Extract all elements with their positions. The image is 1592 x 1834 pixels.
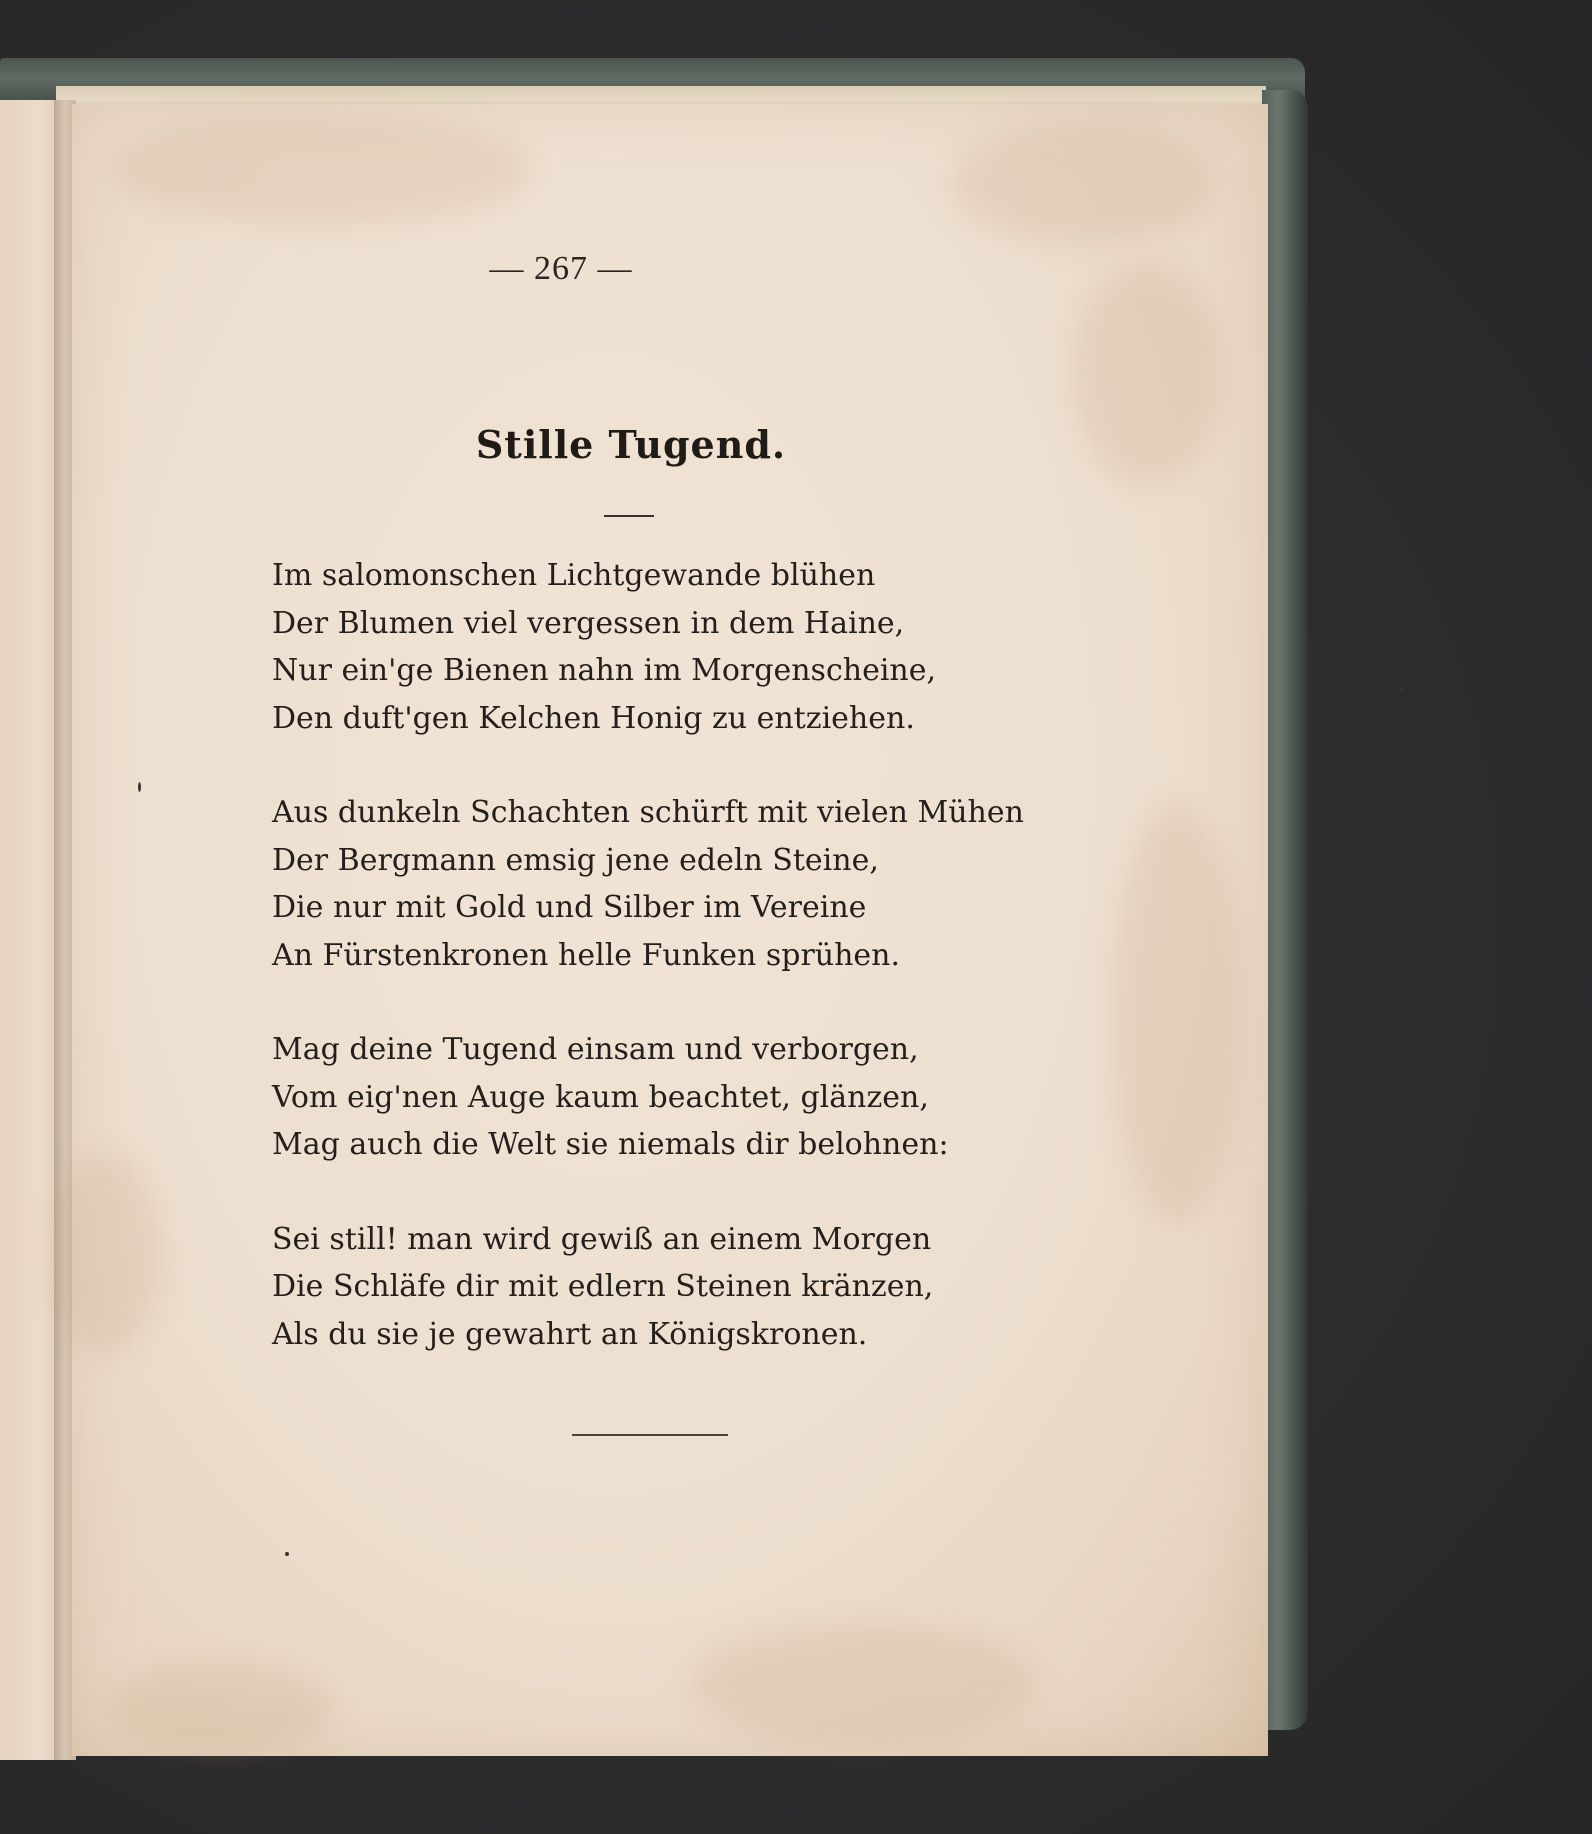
ink-speck [285, 1552, 289, 1556]
page-stain [952, 124, 1212, 244]
ink-speck [138, 782, 141, 792]
poem-line: Der Bergmann emsig jene edeln Steine, [272, 842, 879, 878]
end-rule [572, 1434, 728, 1436]
poem-line: Die Schläfe dir mit edlern Steinen kränzen, [272, 1269, 934, 1304]
stanza-3 [272, 1026, 1032, 1169]
poem-line: Vom eig'nen Auge kaum beachtet, glänzen, [272, 1079, 929, 1115]
page-stain [112, 114, 532, 224]
page-stain [1112, 804, 1242, 1224]
poem-line: Mag auch die Welt sie niemals dir belohnen: [272, 1127, 949, 1162]
title-rule [604, 515, 654, 517]
poem-line: Den duft'gen Kelchen Honig zu entziehen. [272, 700, 915, 736]
dust-speck [1400, 688, 1404, 692]
poem-line: Als du sie je gewahrt an Königskronen. [272, 1316, 868, 1352]
poem-line: Nur ein'ge Bienen nahn im Morgenscheine, [272, 653, 937, 688]
poem-body [272, 552, 1032, 1405]
page-stain [52, 1154, 162, 1354]
stanza-4 [272, 1216, 1032, 1359]
poem-line: Die nur mit Gold und Silber im Vereine [272, 890, 867, 925]
poem-line: Mag deine Tugend einsam und verborgen, [272, 1032, 919, 1067]
poem-line: An Fürstenkronen helle Funken sprühen. [272, 937, 901, 973]
poem-line: Der Blumen viel vergessen in dem Haine, [272, 605, 905, 641]
stanza-2 [272, 789, 1032, 979]
poem-line: Aus dunkeln Schachten schürft mit vielen Mühen [272, 795, 1024, 830]
book-cover-right-edge [1262, 90, 1308, 1730]
page-stain [112, 1664, 332, 1754]
page-number: — 267 — [489, 250, 633, 287]
poem-line: Im salomonschen Lichtgewande blühen [272, 558, 876, 593]
stanza-1 [272, 552, 1032, 742]
poem-line: Sei still! man wird gewiß an einem Morgen [272, 1221, 932, 1257]
poem-title: Stille Tugend. [475, 422, 787, 467]
page-stain [692, 1624, 1032, 1744]
